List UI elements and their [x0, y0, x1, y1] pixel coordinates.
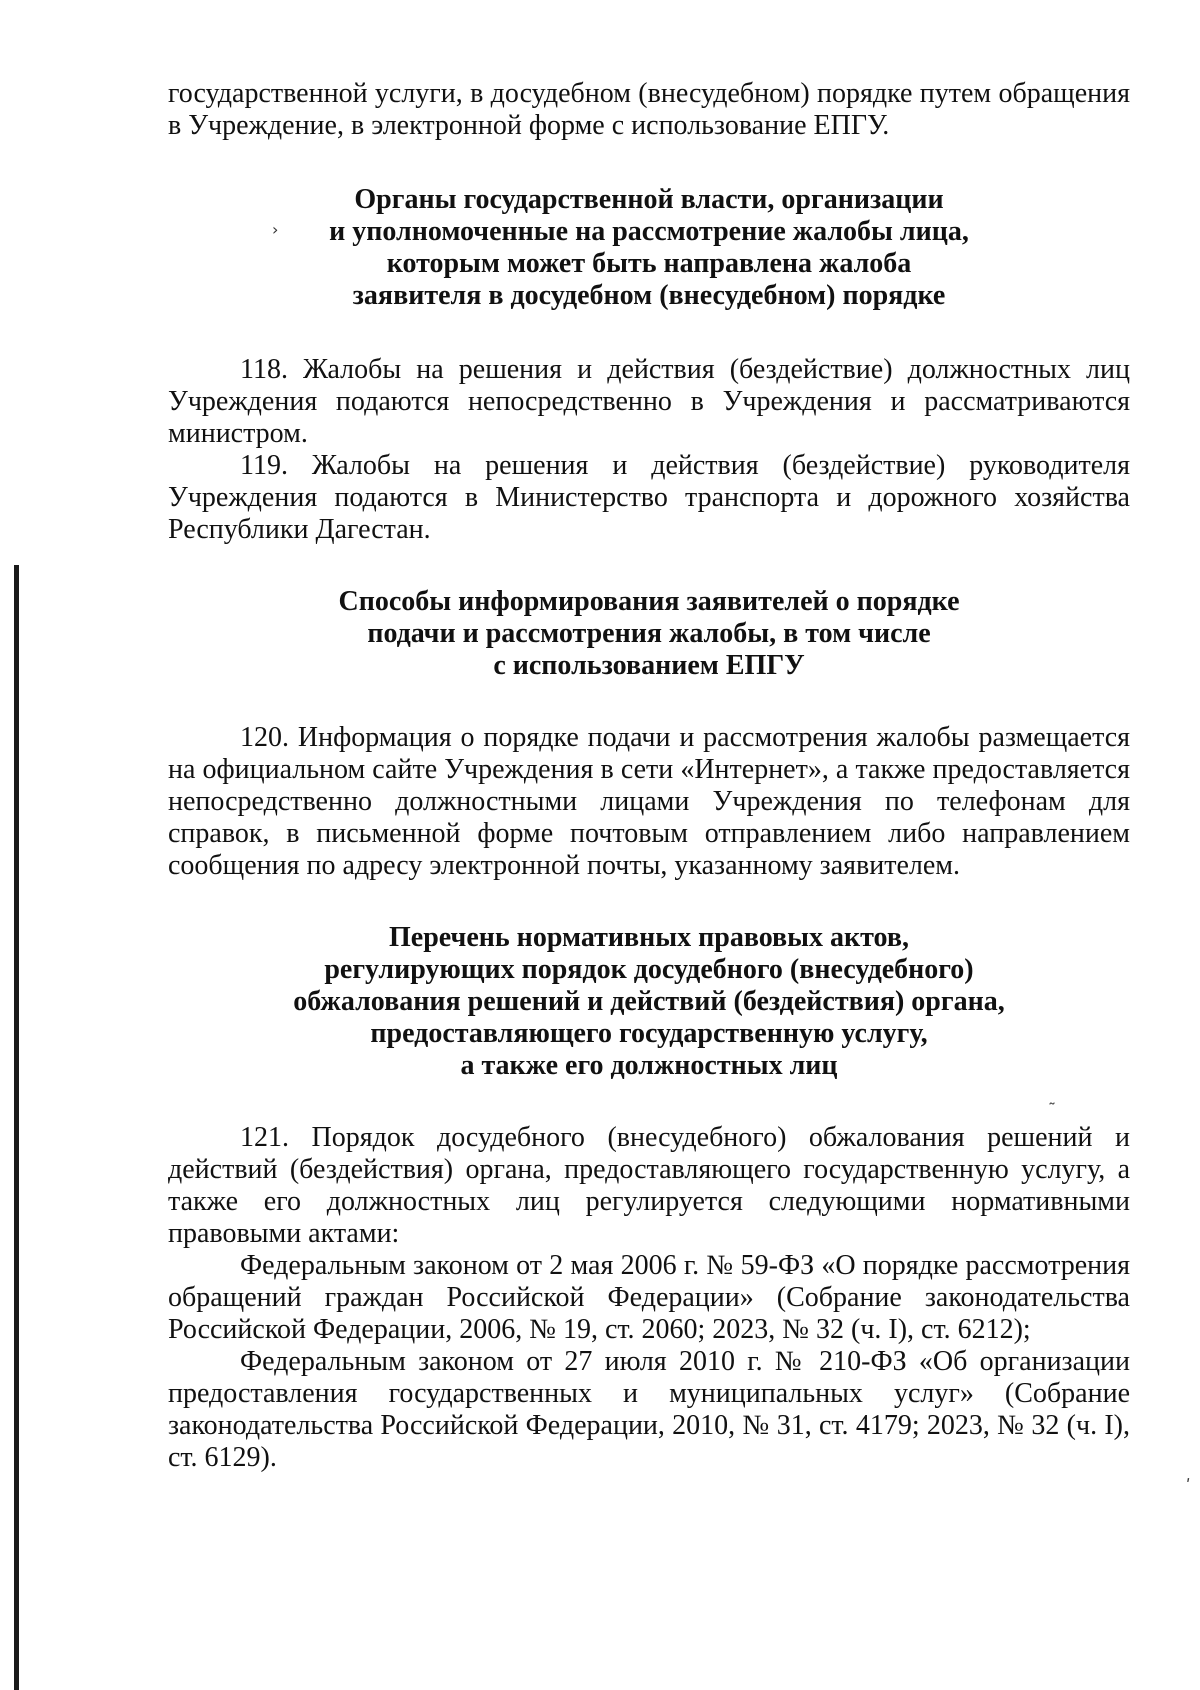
heading-line: регулирующих порядок досудебного (внесудебного)	[324, 954, 974, 985]
law-item-210fz: Федеральным законом от 27 июля 2010 г. № 210-ФЗ «Об организации предоставления государственных и муниципальных услуг» (Собрание законодательства Российской Федерации, 2010, № 31, ст. 4179; 2023, № 32 (ч. I), ст. 6129).	[168, 1346, 1130, 1473]
paragraph-intro: государственной услуги, в досудебном (внесудебном) порядке путем обращения в Учреждение, в электронной форме с использование ЕПГУ.	[168, 78, 1130, 141]
heading-line: заявителя в досудебном (внесудебном) порядке	[352, 280, 946, 311]
scan-edge-mark	[14, 565, 19, 1690]
heading-line: Перечень нормативных правовых актов,	[389, 922, 909, 953]
heading-line: а также его должностных лиц	[460, 1050, 838, 1081]
scan-speck: ›	[272, 220, 279, 239]
paragraph-119: 119. Жалобы на решения и действия (бездействие) руководителя Учреждения подаются в Министерство транспорта и дорожного хозяйства Республики Дагестан.	[168, 450, 1130, 545]
heading-line: которым может быть направлена жалоба	[386, 248, 912, 279]
heading-line: Способы информирования заявителей о порядке	[338, 586, 960, 617]
heading-line: подачи и рассмотрения жалобы, в том числе	[367, 618, 931, 649]
heading-line: и уполномоченные на рассмотрение жалобы лица,	[329, 216, 969, 247]
heading-line: обжалования решений и действий (бездействия) органа,	[293, 986, 1005, 1017]
heading-line: предоставляющего государственную услугу,	[370, 1018, 928, 1049]
paragraph-120: 120. Информация о порядке подачи и рассмотрения жалобы размещается на официальном сайте Учреждения в сети «Интернет», а также предоставляется непосредственно должностными лицами Учреждения по телефонам для справок, в письменной форме почтовым отправлением либо направлением сообщения по адресу электронной почты, указанному заявителем.	[168, 722, 1130, 881]
document-body	[168, 78, 1130, 1474]
paragraph-121: 121. Порядок досудебного (внесудебного) обжалования решений и действий (бездействия) органа, предоставляющего государственную услугу, а также его должностных лиц регулируется следующими нормативными правовыми актами:	[168, 1122, 1130, 1249]
law-item-59fz: Федеральным законом от 2 мая 2006 г. № 59-ФЗ «О порядке рассмотрения обращений граждан Российской Федерации» (Собрание законодательства Российской Федерации, 2006, № 19, ст. 2060; 2023, № 32 (ч. I), ст. 6212);	[168, 1250, 1130, 1345]
heading-complaint-bodies	[168, 184, 1130, 312]
paragraph-118: 118. Жалобы на решения и действия (бездействие) должностных лиц Учреждения подаются непосредственно в Учреждения и рассматриваются министром.	[168, 354, 1130, 449]
heading-line: с использованием ЕПГУ	[493, 650, 805, 681]
heading-line: Органы государственной власти, организации	[354, 184, 944, 215]
heading-informing-methods	[168, 586, 1130, 682]
scan-speck: ʹ	[1186, 1476, 1191, 1495]
heading-legal-acts	[168, 922, 1130, 1082]
scan-speck: ˜	[1048, 1100, 1056, 1119]
